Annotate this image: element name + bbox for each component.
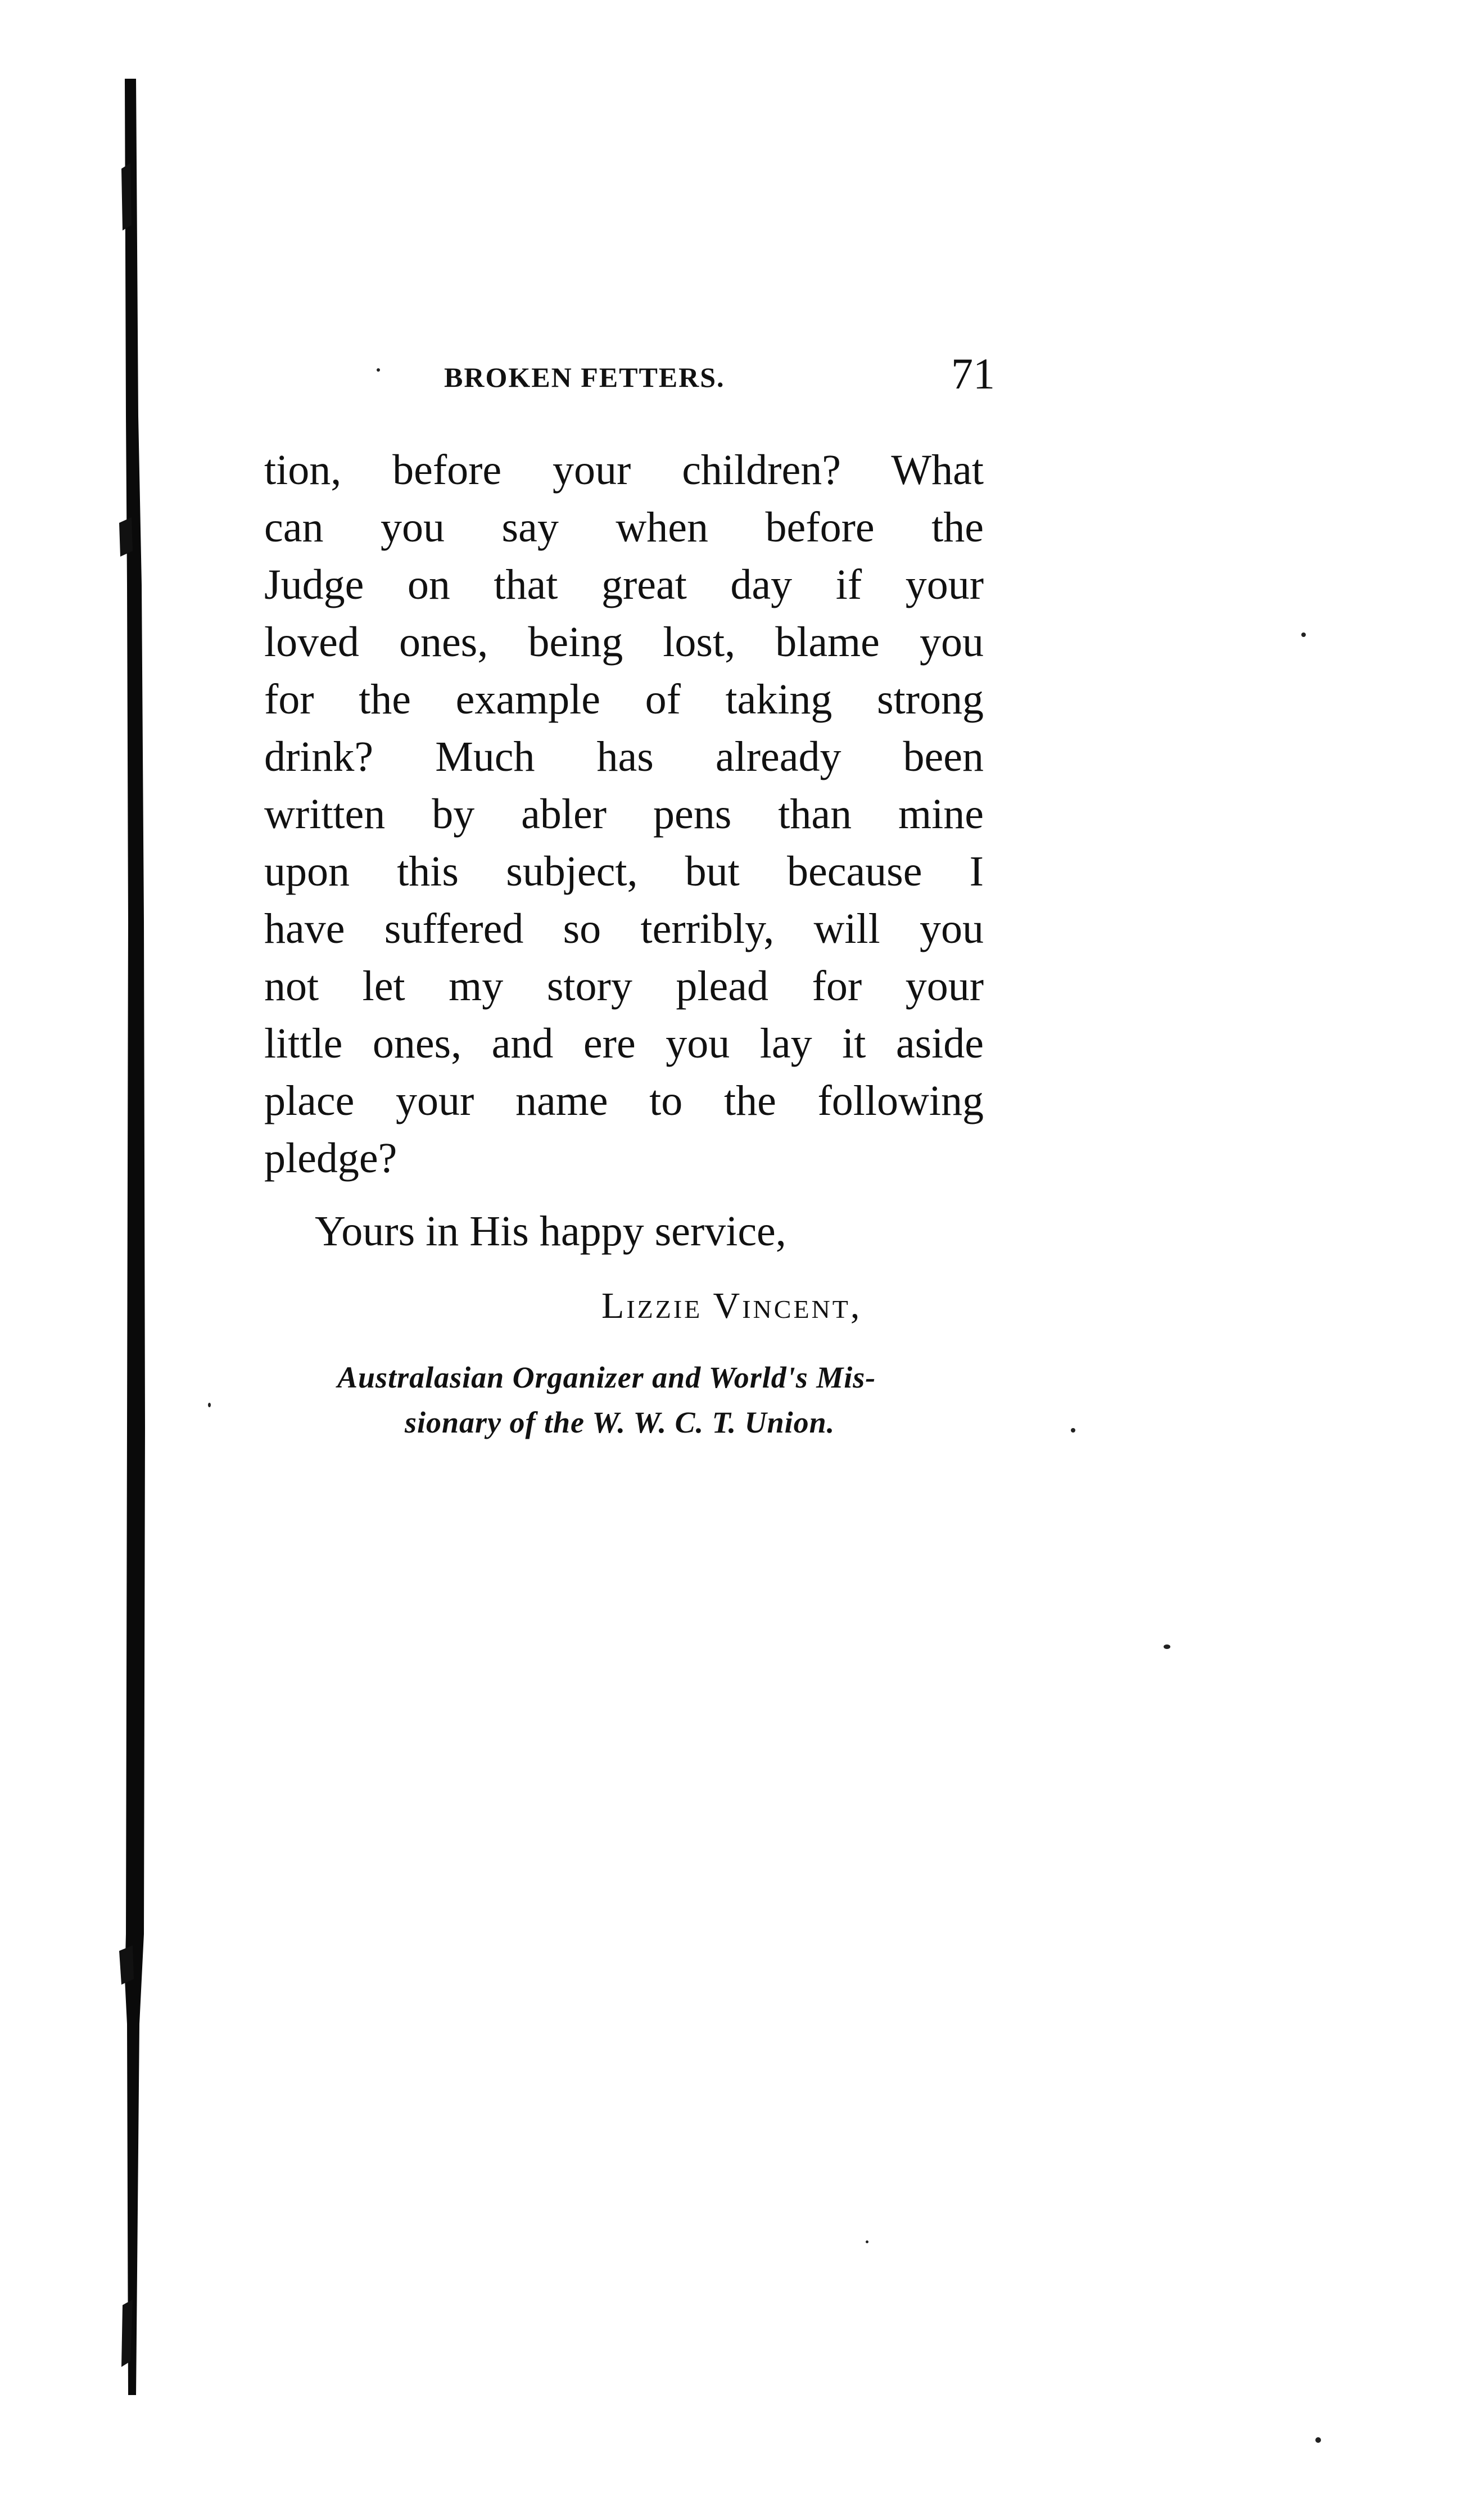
signature-name: Lizzie Vincent, <box>601 1285 862 1326</box>
body-line: place your name to the following <box>264 1077 984 1124</box>
scan-speck <box>1301 632 1306 637</box>
body-line: tion, before your children? What <box>264 446 984 494</box>
scan-speck <box>1164 1644 1170 1649</box>
scan-speck <box>866 2240 868 2243</box>
body-line: drink? Much has already been <box>264 733 984 780</box>
body-line: can you say when before the <box>264 504 984 551</box>
page-number: 71 <box>951 349 995 398</box>
signature-title <box>337 1355 984 1445</box>
body-line: for the example of taking strong <box>264 676 984 723</box>
signature-title-line: Australasian Organizer and World's Mis- <box>337 1361 876 1394</box>
body-line: loved ones, being lost, blame you <box>264 618 984 666</box>
scan-speck <box>208 1403 211 1407</box>
body-line: written by abler pens than mine <box>264 790 984 838</box>
closing-salutation: Yours in His happy service, <box>315 1208 786 1255</box>
scan-speck <box>1315 2437 1321 2443</box>
scan-speck <box>1071 1428 1075 1433</box>
body-line: have suffered so terribly, will you <box>264 905 984 952</box>
body-line: not let my story plead for your <box>264 963 984 1010</box>
signature-title-line: sionary of the W. W. C. T. Union. <box>405 1406 835 1439</box>
page-binding-edge <box>119 79 146 2395</box>
body-paragraph <box>264 441 984 1187</box>
body-line: upon this subject, but because I <box>264 848 984 895</box>
running-head-title: BROKEN FETTERS. <box>444 362 725 393</box>
body-line: little ones, and ere you lay it aside <box>264 1020 984 1067</box>
body-line: pledge? <box>264 1135 397 1182</box>
scan-speck <box>377 368 380 372</box>
running-head <box>444 349 995 405</box>
body-line: Judge on that great day if your <box>264 561 984 608</box>
